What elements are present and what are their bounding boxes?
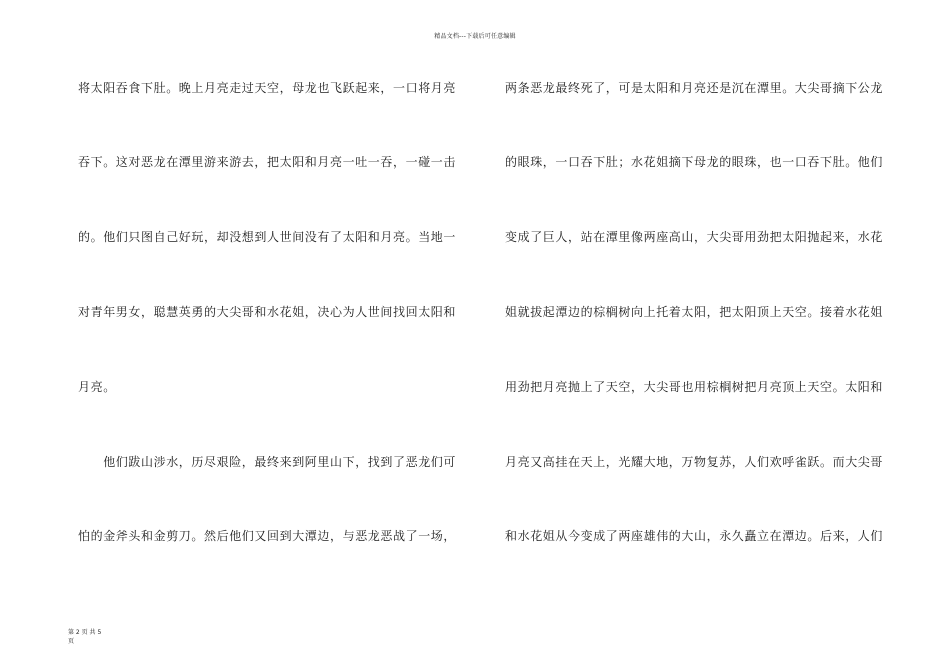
page-number-line: 第 2 页 共 5 — [68, 629, 102, 636]
text-line: 他们跋山涉水，历尽艰险，最终来到阿里山下，找到了恶龙们可 — [78, 455, 457, 469]
text-line: 怕的金斧头和金剪刀。然后他们又回到大潭边，与恶龙恶战了一场， — [78, 529, 457, 543]
text-line: 月亮又高挂在天上，光耀大地，万物复苏，人们欢呼雀跃。而大尖哥 — [505, 455, 884, 469]
text-line: 对青年男女，聪慧英勇的大尖哥和水花姐，决心为人世间找回太阳和 — [78, 305, 457, 319]
text-line: 将太阳吞食下肚。晚上月亮走过天空，母龙也飞跃起来，一口将月亮 — [78, 81, 457, 95]
text-line: 月亮。 — [78, 380, 116, 394]
text-line: 变成了巨人，站在潭里像两座高山，大尖哥用劲把太阳抛起来，水花 — [505, 230, 884, 244]
text-line: 姐就拔起潭边的棕榈树向上托着太阳，把太阳顶上天空。接着水花姐 — [505, 305, 884, 319]
page-number-footer — [68, 628, 128, 646]
text-line: 用劲把月亮抛上了天空，大尖哥也用棕榈树把月亮顶上天空。太阳和 — [505, 380, 884, 394]
page-header: 精品文档---下载后可任意编辑 — [434, 33, 516, 40]
text-line: 的眼珠，一口吞下肚；水花姐摘下母龙的眼珠，也一口吞下肚。他们 — [505, 155, 884, 169]
text-line: 的。他们只图自己好玩，却没想到人世间没有了太阳和月亮。当地一 — [78, 230, 457, 244]
text-line: 两条恶龙最终死了，可是太阳和月亮还是沉在潭里。大尖哥摘下公龙 — [505, 81, 884, 95]
text-line: 和水花姐从今变成了两座雄伟的大山，永久矗立在潭边。后来，人们 — [505, 529, 884, 543]
text-line: 吞下。这对恶龙在潭里游来游去，把太阳和月亮一吐一吞，一碰一击 — [78, 155, 457, 169]
page-number-line: 页 — [68, 638, 75, 645]
